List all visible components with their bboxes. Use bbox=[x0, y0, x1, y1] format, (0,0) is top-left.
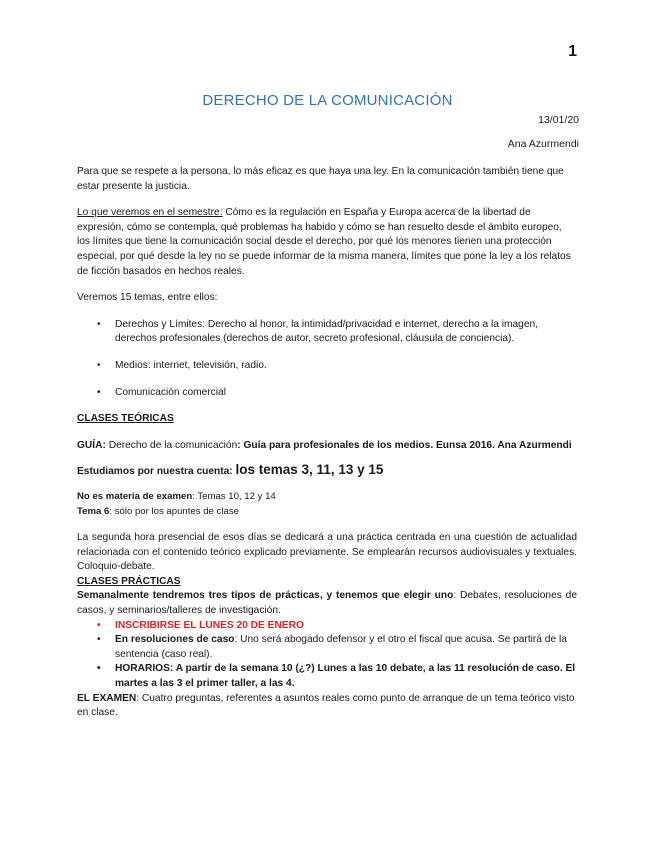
topics-list bbox=[77, 318, 577, 400]
not-exam-paragraph bbox=[77, 490, 577, 505]
self-study-paragraph bbox=[77, 463, 577, 480]
practice-heading: CLASES PRÁCTICAS bbox=[77, 575, 181, 587]
guide-text: : Guía para profesionales de los medios. Eunsa 2016. Ana Azurmendi bbox=[237, 439, 572, 451]
practice-intro-bold: Semanalmente tendremos tres tipos de prácticas, y tenemos que elegir uno bbox=[77, 590, 454, 602]
document-title: DERECHO DE LA COMUNICACIÓN bbox=[202, 92, 453, 109]
list-item: • HORARIOS: A partir de la semana 10 (¿?) Lunes a las 10 debate, a las 11 resolución de caso. El martes a las 3 el primer taller, a las 4. bbox=[97, 663, 576, 690]
semester-text: Cómo es la regulación en España y Europa acerca de la libertad de expresión, cómo se contempla, qué problemas ha habido y cómo se han resuelto desde el ámbito europeo, los límites que tiene la comunicación social desde el derecho, por qué los menores tienen una protección especial, por qué desde la ley no se puede informar de la misma manera, límites que pone la ley a los relatos de ficción basados en hechos reales. bbox=[77, 207, 571, 277]
practice-intro bbox=[77, 589, 577, 618]
not-exam-text: : Temas 10, 12 y 14 bbox=[192, 490, 276, 502]
practice-intro-rest: : Debates, resoluciones de casos, y seminarios/talleres de investigación. bbox=[77, 590, 577, 617]
not-exam-label: No es materia de examen bbox=[77, 490, 193, 502]
document-date: 13/01/20 bbox=[538, 114, 579, 126]
page-number: 1 bbox=[568, 43, 577, 60]
bullet-icon: • bbox=[97, 663, 101, 675]
self-study-label: Estudiamos por nuestra cuenta: bbox=[77, 466, 236, 478]
guide-label: GUÍA: bbox=[77, 439, 106, 451]
signup-notice: INSCRIBIRSE EL LUNES 20 DE ENERO bbox=[115, 619, 304, 631]
theory-heading: CLASES TEÓRICAS bbox=[77, 413, 174, 425]
practice-list bbox=[77, 619, 577, 692]
semester-heading: Lo que veremos en el semestre: bbox=[77, 207, 223, 219]
guide-paragraph bbox=[77, 439, 577, 454]
tema6-label: Tema 6 bbox=[77, 505, 110, 517]
topics-intro: Veremos 15 temas, entre ellos: bbox=[77, 292, 218, 304]
bullet-icon: • bbox=[97, 634, 101, 646]
self-study-topics: los temas 3, 11, 13 y 15 bbox=[235, 462, 384, 478]
document-author: Ana Azurmendi bbox=[507, 138, 579, 150]
list-item: • Medios: internet, televisión, radio. bbox=[77, 359, 577, 374]
bullet-icon: • bbox=[97, 318, 101, 330]
tema6-text: : sólo por los apuntes de clase bbox=[109, 505, 239, 517]
bullet-icon: • bbox=[97, 386, 101, 398]
guide-title: Derecho de la comunicación bbox=[105, 439, 238, 451]
second-hour-paragraph: La segunda hora presencial de esos días se dedicará a una práctica centrada en una cuestión de actualidad relacionada con el contenido teórico explicado previamente. Se emplearán recursos audiovisuales y textuales. Coloquio-debate. bbox=[77, 532, 577, 573]
document-body bbox=[77, 165, 577, 721]
intro-paragraph: Para que se respete a la persona, lo más eficaz es que haya una ley. En la comunicación también tiene que estar presente la justicia. bbox=[77, 166, 564, 192]
list-item bbox=[77, 619, 577, 634]
list-item: • Derechos y Límites: Derecho al honor, la intimidad/privacidad e internet, derecho a la imagen, derechos profesionales (derechos de autor, secreto profesional, cláusula de conciencia). bbox=[97, 318, 539, 345]
list-item: • En resoluciones de caso: Uno será abogado defensor y el otro el fiscal que acusa. Se partirá de la sentencia (caso real). bbox=[97, 634, 567, 660]
exam-text: : Cuatro preguntas, referentes a asuntos reales como punto de arranque de un tema teórico visto en clase. bbox=[77, 692, 575, 719]
list-item: • Comunicación comercial bbox=[77, 386, 577, 401]
bullet-icon: • bbox=[97, 359, 101, 371]
exam-paragraph bbox=[77, 692, 577, 721]
semester-paragraph bbox=[77, 206, 577, 279]
bullet-icon: • bbox=[97, 619, 101, 631]
tema6-paragraph bbox=[77, 505, 577, 520]
exam-label: EL EXAMEN bbox=[77, 692, 137, 704]
